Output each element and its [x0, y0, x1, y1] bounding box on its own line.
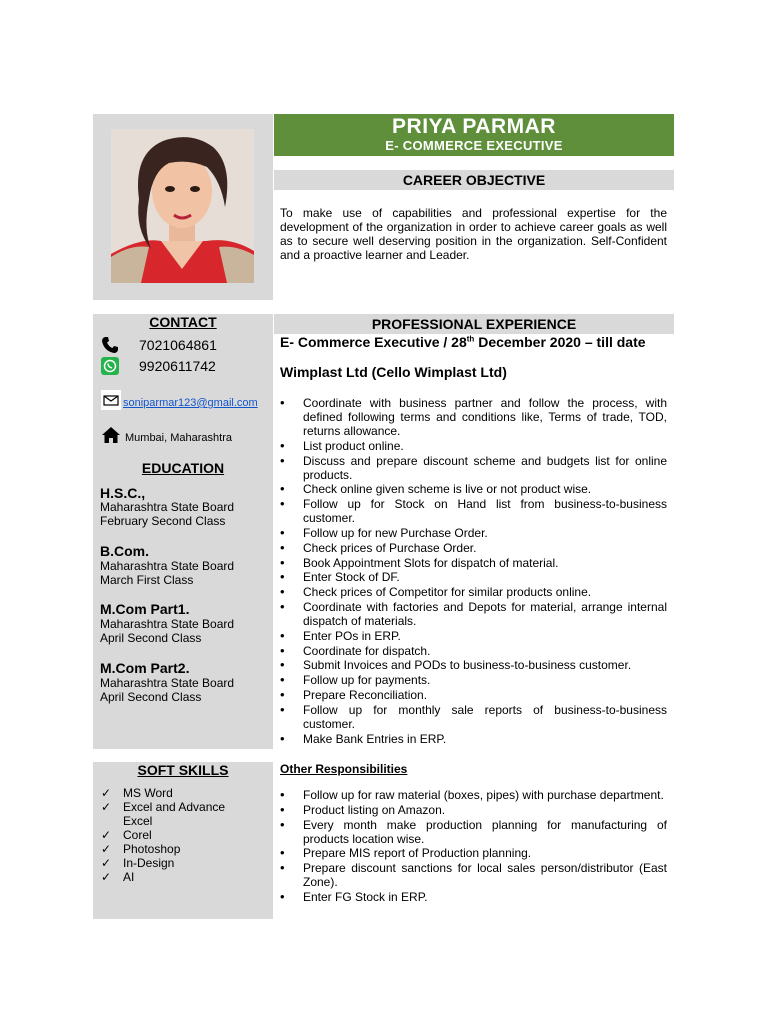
job-title — [280, 334, 646, 350]
education-detail: April Second Class — [100, 631, 202, 645]
education-degree: M.Com Part2. — [100, 660, 190, 676]
education-detail: March First Class — [100, 573, 194, 587]
other-responsibilities-heading: Other Responsibilities — [280, 762, 408, 776]
duty-item: • Follow up for new Purchase Order. — [280, 526, 667, 540]
mail-icon — [101, 390, 121, 410]
education-detail: April Second Class — [100, 690, 202, 704]
home-icon — [101, 426, 121, 444]
soft-skills-list — [99, 786, 243, 884]
education-degree: M.Com Part1. — [100, 601, 190, 617]
duty-item: • Coordinate for dispatch. — [280, 644, 667, 658]
responsibility-item: • Product listing on Amazon. — [280, 803, 667, 817]
education-detail: February Second Class — [100, 514, 226, 528]
duty-item: • Follow up for payments. — [280, 673, 667, 687]
whatsapp-icon — [101, 357, 119, 375]
left-sidebar — [93, 314, 273, 749]
whatsapp-number: 9920611742 — [139, 358, 216, 374]
career-objective-text: To make use of capabilities and professional expertise for the development of the organization in order to achieve career goals as well as to secure well deserving position in the organization. Self-Confident and a proactive learner and Leader. — [280, 206, 667, 262]
phone-icon — [101, 336, 119, 354]
duty-item: • Coordinate with factories and Depots for material, arrange internal dispatch of materials. — [280, 600, 667, 628]
job-title-date: December 2020 – till date — [474, 334, 646, 350]
contact-location-row — [101, 426, 232, 444]
responsibility-item: • Prepare MIS report of Production planning. — [280, 846, 667, 860]
duty-item: • Prepare Reconciliation. — [280, 688, 667, 702]
candidate-role: E- COMMERCE EXECUTIVE — [385, 138, 563, 153]
education-board: Maharashtra State Board — [100, 559, 235, 573]
duty-item: • Check prices of Competitor for similar products online. — [280, 585, 667, 599]
contact-email-row — [101, 390, 258, 410]
duty-item: • Discuss and prepare discount scheme and budgets list for online products. — [280, 454, 667, 482]
candidate-name: PRIYA PARMAR — [392, 115, 556, 138]
education-board: Maharashtra State Board — [100, 500, 235, 514]
skill-item: ✓ Corel — [99, 828, 243, 842]
responsibility-item: • Follow up for raw material (boxes, pipes) with purchase department. — [280, 788, 667, 802]
skill-item: ✓ MS Word — [99, 786, 243, 800]
duty-item: • Check prices of Purchase Order. — [280, 541, 667, 555]
phone-number: 7021064861 — [139, 337, 217, 353]
skill-item: ✓ In-Design — [99, 856, 243, 870]
duty-item: • Follow up for Stock on Hand list from business-to-business customer. — [280, 497, 667, 525]
education-board: Maharashtra State Board — [100, 617, 235, 631]
job-title-sup: th — [466, 334, 475, 344]
duty-item: • Enter Stock of DF. — [280, 570, 667, 584]
duty-item: • Submit Invoices and PODs to business-to-business customer. — [280, 658, 667, 672]
duty-item: • Make Bank Entries in ERP. — [280, 732, 667, 746]
profile-photo — [111, 129, 254, 283]
name-banner — [274, 114, 674, 156]
duty-item: • Check online given scheme is live or not product wise. — [280, 482, 667, 496]
company-name: Wimplast Ltd (Cello Wimplast Ltd) — [280, 364, 507, 380]
soft-skills-panel — [93, 762, 273, 919]
duty-item: • List product online. — [280, 439, 667, 453]
duty-item: • Coordinate with business partner and follow the process, with defined following terms and conditions like, Terms of trade, TOD, returns allowance. — [280, 396, 667, 438]
education-degree: B.Com. — [100, 543, 149, 559]
location-text: Mumbai, Maharashtra — [125, 432, 232, 444]
soft-skills-heading: SOFT SKILLS — [137, 762, 229, 778]
duty-item: • Book Appointment Slots for dispatch of material. — [280, 556, 667, 570]
other-responsibilities-list — [280, 788, 667, 905]
skill-item: ✓ AI — [99, 870, 243, 884]
photo-panel — [93, 114, 273, 300]
contact-heading: CONTACT — [149, 314, 217, 330]
duty-item: • Enter POs in ERP. — [280, 629, 667, 643]
education-board: Maharashtra State Board — [100, 676, 235, 690]
skill-item: ✓ Excel and Advance Excel — [99, 800, 243, 828]
job-title-main: E- Commerce Executive / 28 — [280, 334, 467, 350]
duty-item: • Follow up for monthly sale reports of business-to-business customer. — [280, 703, 667, 731]
education-heading: EDUCATION — [141, 460, 225, 476]
duties-list — [280, 396, 667, 746]
skill-item: ✓ Photoshop — [99, 842, 243, 856]
contact-whatsapp-row — [101, 357, 216, 375]
education-degree: H.S.C., — [100, 485, 146, 501]
responsibility-item: • Enter FG Stock in ERP. — [280, 890, 667, 904]
responsibility-item: • Prepare discount sanctions for local sales person/distributor (East Zone). — [280, 861, 667, 889]
responsibility-item: • Every month make production planning for manufacturing of products location wise. — [280, 818, 667, 846]
contact-phone-row — [101, 336, 217, 354]
career-objective-heading: CAREER OBJECTIVE — [274, 170, 674, 190]
email-link[interactable]: soniparmar123@gmail.com — [123, 397, 258, 409]
experience-heading: PROFESSIONAL EXPERIENCE — [274, 314, 674, 334]
